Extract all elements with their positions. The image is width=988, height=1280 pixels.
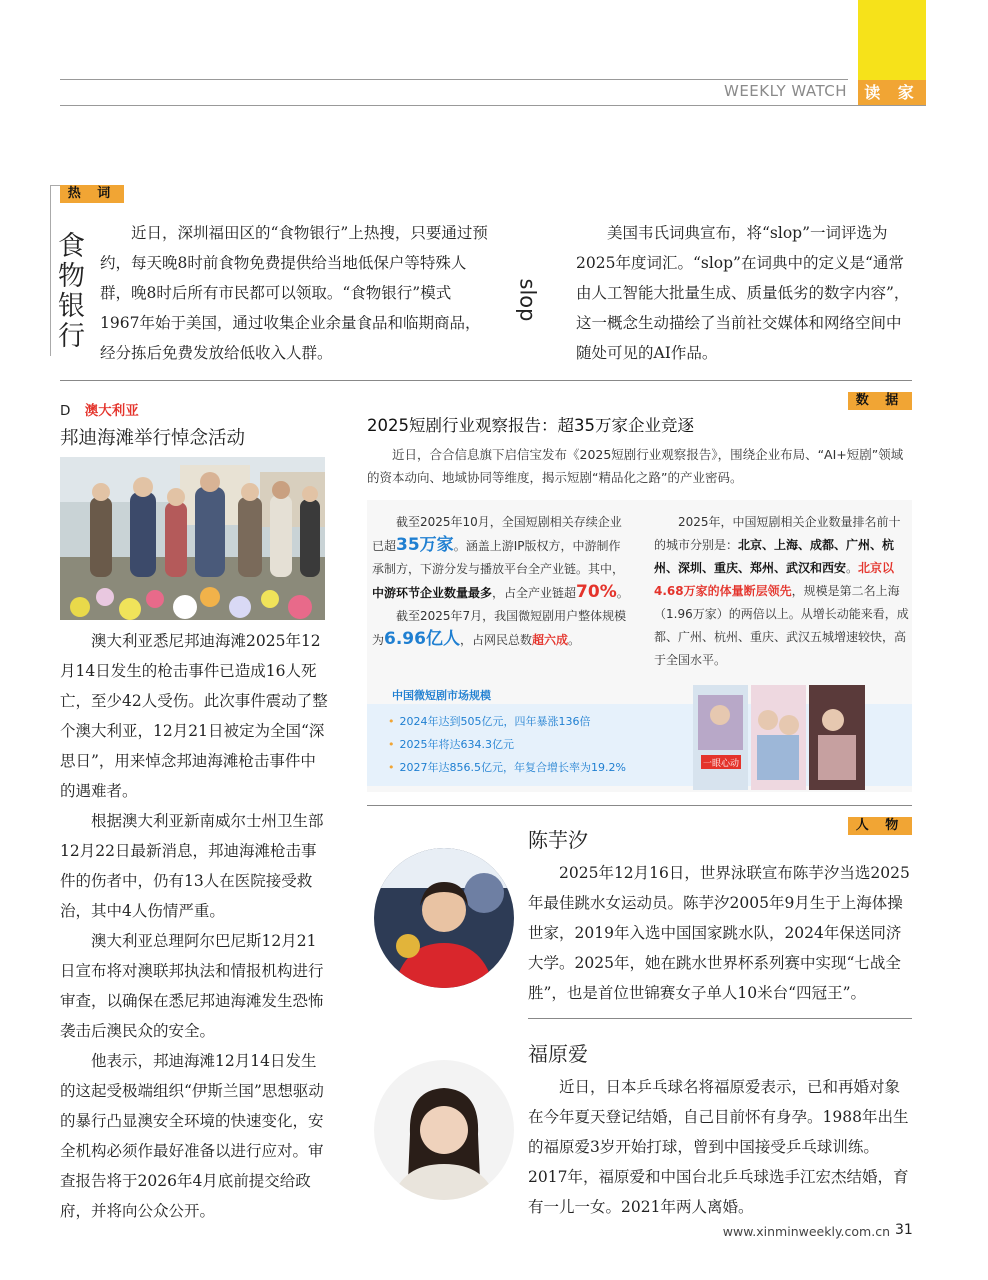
user-count: 6.96亿人 [384, 629, 460, 649]
data-tag: 数 据 [848, 392, 912, 410]
person-2-body: 近日，日本乒乓球名将福原爱表示，已和再婚对象在今年夏天登记结婚，自己目前怀有身孕。1988年出生的福原爱3岁开始打球，曾到中国接受乒乓球训练。2017年，福原爱和中国台北乒乓球选手江宏杰结婚，育有一儿一女。2021年两人离婚。 [528, 1078, 909, 1216]
hot-words-tag: 热 词 [60, 185, 124, 203]
text: 2025年，中国短剧相关企业数量排名前十的城市分别是： [654, 515, 901, 552]
text: ，占网民总数 [459, 633, 532, 647]
market-item: • 2024年达到505亿元，四年暴涨136倍 [388, 710, 688, 733]
paragraph: 澳大利亚悉尼邦迪海滩2025年12月14日发生的枪击事件已造成16人死亡，至少42人受伤。此次事件震动了整个澳大利亚，12月21日被定为全国“深思日”，用来悼念邦迪海滩枪击事件中的遇难者。 [60, 632, 328, 800]
section-title-en: WEEKLY WATCH [724, 82, 848, 100]
data-right-paragraph [654, 511, 912, 672]
market-item: • 2025年将达634.3亿元 [388, 733, 688, 756]
country-row [60, 399, 340, 419]
header-line [60, 79, 848, 80]
country-label: 澳大利亚 [84, 403, 139, 419]
people-tag: 人 物 [848, 817, 912, 835]
header-rule [60, 105, 926, 106]
paragraph: 根据澳大利亚新南威尔士州卫生部12月22日最新消息，邦迪海滩枪击事件的伤者中，仍有13人在医院接受救治，其中4人伤情严重。 [60, 812, 324, 920]
share-percent: 70% [576, 582, 617, 602]
data-right-column [654, 511, 912, 672]
text: ，规模是第二名上海（1.96万家）的两倍以上。从增长动能来看，成都、广州、杭州、重庆、武汉五城增速较快，高于全国水平。 [654, 584, 909, 667]
text: 截至2025年7月，我国微短剧用户整体规模为 [372, 609, 627, 647]
footer-url: www.xinminweekly.com.cn [722, 1224, 890, 1239]
market-item: • 2027年达856.5亿元，年复合增长率为19.2% [388, 756, 688, 779]
article-title: 邦迪海滩举行悼念活动 [60, 428, 246, 449]
hot-word-2-text: 美国韦氏词典宣布，将“slop”一词评选为2025年度词汇。“slop”在词典中的定义是“通常由人工智能大批量生成、质量低劣的数字内容”，这一概念生动描绘了当前社交媒体和网络空间中随处可见的AI作品。 [576, 224, 910, 362]
person-1-body: 2025年12月16日，世界泳联宣布陈芋汐当选2025年最佳跳水女运动员。陈芋汐2005年9月生于上海体操世家，2019年入选中国国家跳水队，2024年保送同济大学。2025年，她在跳水世界杯系列赛中实现“七战全胜”，也是首位世锦赛女子单人10米台“四冠王”。 [528, 864, 910, 1002]
market-title: 中国微短剧市场规模 [392, 689, 491, 702]
enterprise-count: 35万家 [396, 535, 454, 555]
highlight-text: 中游环节企业数量最多 [372, 586, 493, 600]
highlight-red: 超六成 [531, 633, 568, 647]
hot-word-2-label: slop [515, 278, 540, 322]
city-list: 北京、上海、成都、广州、杭州、深圳、重庆、郑州、武汉和西安 [654, 538, 895, 575]
person-2-photo [374, 1060, 514, 1200]
header-yellow-tab [858, 0, 926, 80]
poster-title: 一眼心动 [702, 759, 740, 769]
section-letter: D [60, 403, 71, 419]
text: 。 [846, 561, 859, 575]
data-title: 2025短剧行业观察报告：超35万家企业竞逐 [367, 416, 694, 435]
text: 。 [568, 633, 581, 647]
data-left-paragraph-2 [372, 605, 630, 652]
market-list [388, 710, 688, 779]
person-1-photo [374, 848, 514, 988]
paragraph: 澳大利亚总理阿尔巴尼斯12月21日宣布将对澳联邦执法和情报机构进行审查，以确保在悉尼邦迪海滩发生恐怖袭击后澳民众的安全。 [60, 932, 324, 1040]
divider [367, 805, 912, 806]
hot-word-1: 食物银行 [58, 231, 85, 352]
page-number: 31 [895, 1222, 913, 1238]
data-left-paragraph-1 [372, 511, 630, 605]
text: ，占全产业链超 [492, 586, 577, 600]
highlight-red: 北京以4.68万家的体量断层领先 [654, 561, 895, 598]
text: 。涵盖上游IP版权方，中游制作承制方，下游分发与播放平台全产业链。其中， [372, 539, 625, 576]
data-left-column [372, 511, 630, 652]
paragraph: 他表示，邦迪海滩12月14日发生的这起受极端组织“伊斯兰国”思想驱动的暴行凸显澳安全环境的快速变化，安全机构必须作最好准备以进行应对。审查报告将于2026年4月底前提交给政府，并将向公众公开。 [60, 1052, 324, 1220]
drama-posters [693, 685, 865, 790]
divider [60, 380, 912, 381]
hot-word-2 [506, 270, 546, 330]
divider [528, 1018, 912, 1019]
person-1-name: 陈芋汐 [528, 828, 588, 852]
text: 。 [616, 586, 629, 600]
section-title-cn: 读 家 [858, 80, 926, 106]
text: 截至2025年10月，全国短剧相关存续企业已超 [372, 515, 622, 553]
memorial-photo [60, 457, 325, 620]
person-2-name: 福原爱 [528, 1042, 588, 1066]
data-intro: 近日，合合信息旗下启信宝发布《2025短剧行业观察报告》，围绕企业布局、“AI+短剧”领域的资本动向、地域协同等维度，揭示短剧“精品化之路”的产业密码。 [367, 447, 904, 485]
hot-word-1-text: 近日，深圳福田区的“食物银行”上热搜，只要通过预约，每天晚8时前食物免费提供给当地低保户等特殊人群，晚8时后所有市民都可以领取。“食物银行”模式1967年始于美国，通过收集企业余量食品和临期商品，经分拣后免费发放给低收入人群。 [100, 224, 488, 362]
article-body [60, 626, 328, 1226]
